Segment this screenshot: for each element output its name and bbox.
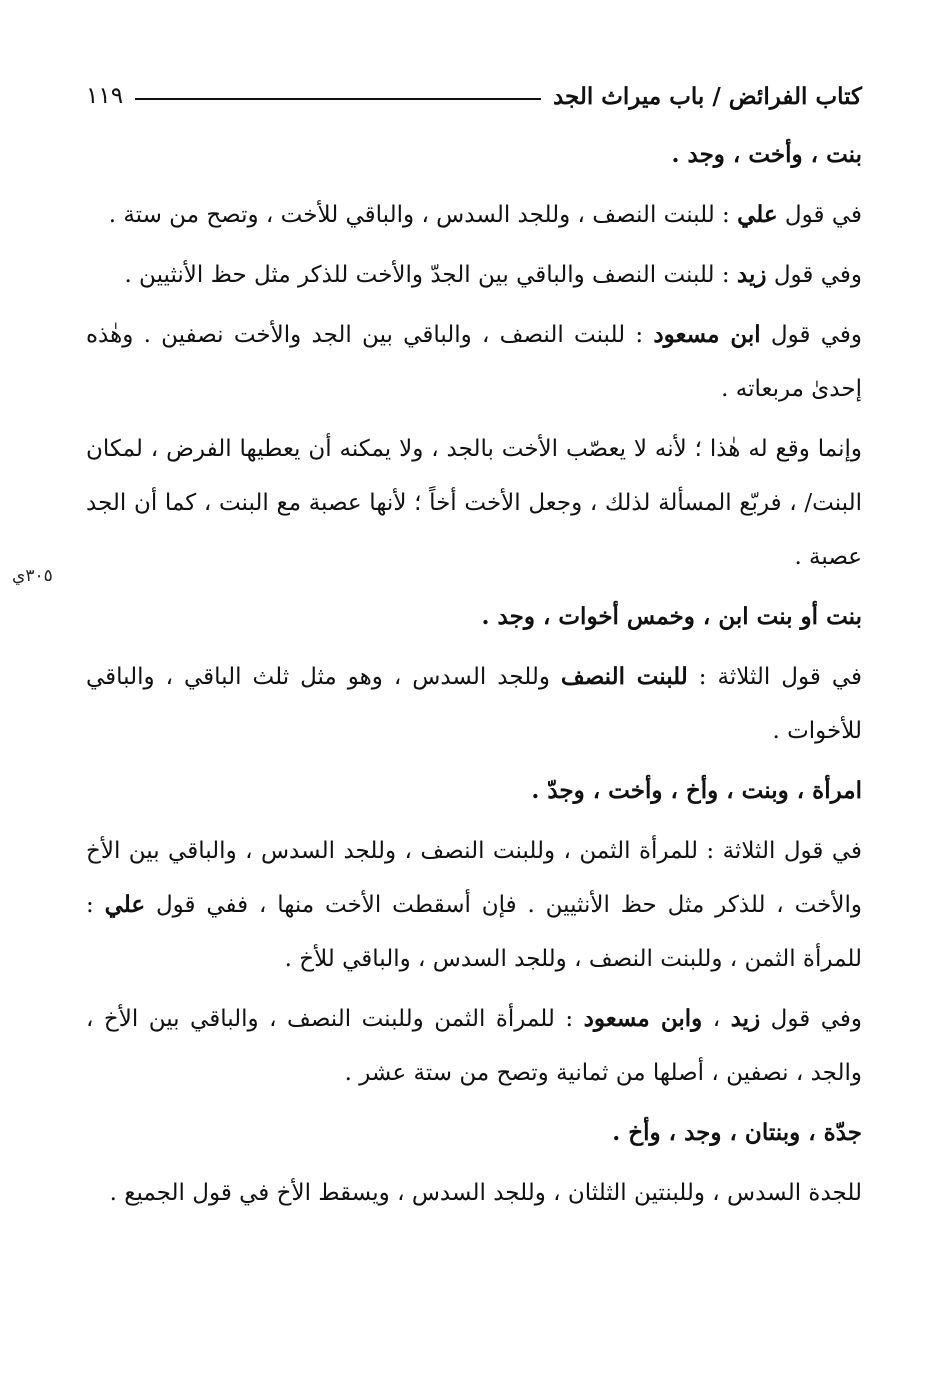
text-run: : للمرأة الثمن ، وللبنت النصف ، وللجد السدس ، والباقي للأخ . [86, 892, 862, 972]
text-run: : للبنت النصف والباقي بين الجدّ والأخت للذكر مثل حظ الأنثيين . [124, 262, 737, 288]
name-ibn-masud: وابن مسعود [583, 1005, 703, 1032]
text-run: وفي قول [766, 262, 862, 288]
paragraph-all: للجدة السدس ، وللبنتين الثلثان ، وللجد السدس ، ويسقط الأخ في قول الجميع . [109, 1180, 862, 1206]
text-run: في قول الثلاثة : [687, 664, 862, 690]
text-run: : للبنت النصف ، والباقي بين الجد والأخت نصفين . وهٰذه إحدىٰ مربعاته . [86, 322, 862, 402]
running-header [86, 74, 862, 118]
text-run: في قول [777, 202, 862, 228]
margin-note: ٣٠٥ي [12, 566, 53, 586]
text-run: ، [702, 1006, 731, 1032]
paragraph-zayd-1 [86, 248, 862, 302]
case-heading-1: بنت ، وأخت ، وجد . [671, 141, 862, 168]
text-run: وللجد السدس ، وهو مثل ثلث الباقي ، والباقي للأخوات . [86, 664, 862, 744]
case-heading-4: جدّة ، وبنتان ، وجد ، وأخ . [612, 1119, 862, 1146]
name-ibn-masud: ابن مسعود [653, 321, 761, 348]
name-ali: علي [737, 201, 778, 228]
text-run: : للبنت النصف ، وللجد السدس ، والباقي للأخت ، وتصح من ستة . [108, 202, 738, 228]
text-run: وفي قول [760, 322, 863, 348]
case-heading-3: امرأة ، وبنت ، وأخ ، وأخت ، وجدّ . [531, 777, 862, 804]
page-number: ١١٩ [86, 83, 124, 109]
case-heading-2: بنت أو بنت ابن ، وخمس أخوات ، وجد . [481, 603, 862, 630]
name-zayd: زيد [730, 1005, 761, 1032]
bold-phrase: للبنت النصف [560, 663, 688, 690]
text-run: في قول الثلاثة : للمرأة الثمن ، وللبنت النصف ، وللجد السدس ، والباقي بين الأخ والأخت ، للذكر مثل حظ الأنثيين . فإن أسقطت الأخت منها ، ففي قول [86, 838, 862, 918]
paragraph-three-2 [86, 824, 862, 986]
paragraph-ibn-masud-1 [86, 308, 862, 416]
paragraph-explanation: وإنما وقع له هٰذا ؛ لأنه لا يعصّب الأخت بالجد ، ولا يمكنه أن يعطيها الفرض ، لمكان البنت/ ، فربّع المسألة لذلك ، وجعل الأخت أخاً ؛ لأنها عصبة مع البنت ، كما أن الجد عصبة . [86, 436, 862, 570]
text-run: وفي قول [760, 1006, 863, 1032]
book-page [86, 74, 862, 1374]
paragraph-three-1 [86, 650, 862, 758]
paragraph-ali-1 [86, 188, 862, 242]
name-zayd: زيد [736, 261, 767, 288]
name-ali: علي [104, 891, 146, 918]
text-run: : للمرأة الثمن وللبنت النصف ، والباقي بين الأخ ، والجد ، نصفين ، أصلها من ثمانية وتصح من ستة عشر . [86, 1006, 862, 1086]
chapter-title: كتاب الفرائض / باب ميراث الجد [552, 82, 862, 110]
paragraph-zayd-ibn-masud [86, 992, 862, 1100]
header-rule [135, 98, 541, 100]
